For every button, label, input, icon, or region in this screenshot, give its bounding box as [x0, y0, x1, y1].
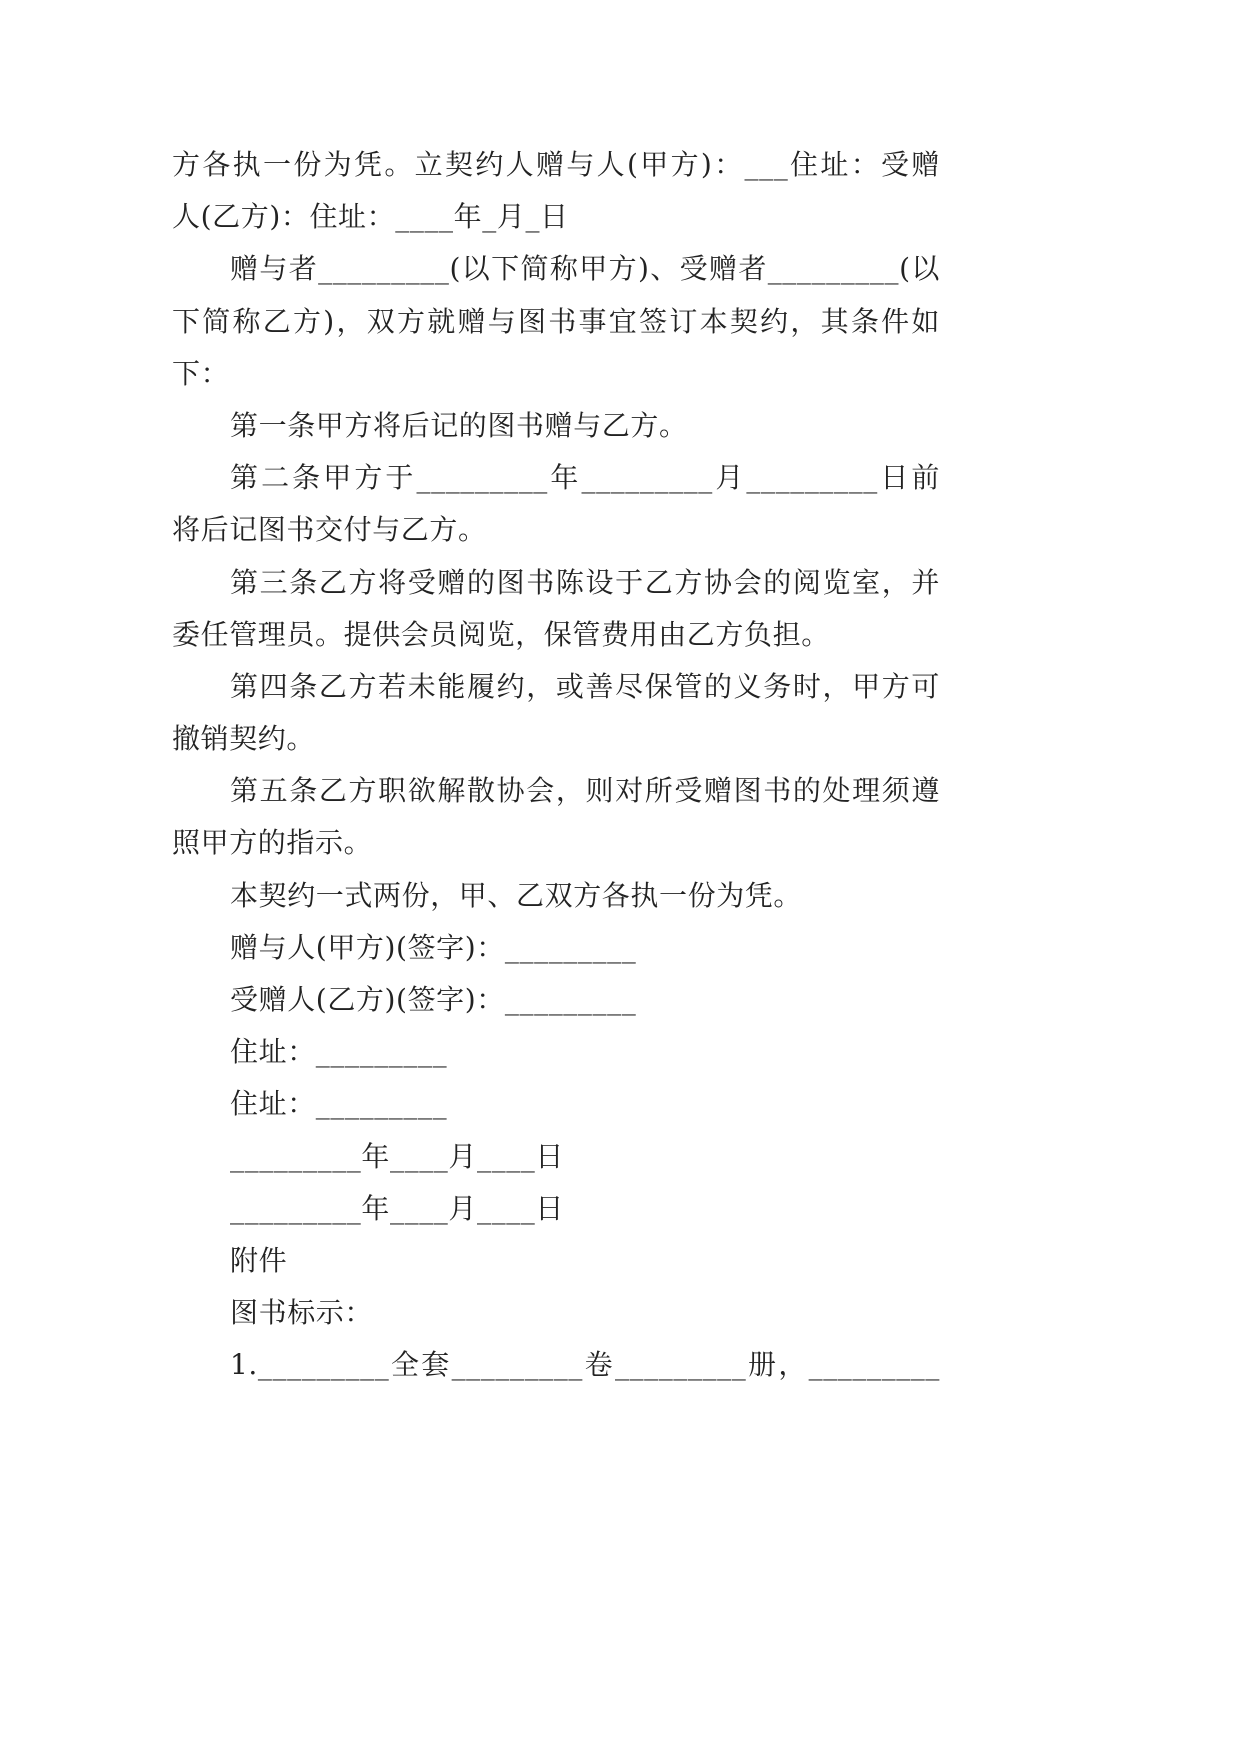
article-1 [172, 400, 940, 452]
appendix-subheading: 图书标示： [230, 1296, 374, 1330]
document-line: 第五条乙方职欲解散协会，则对所受赠图书的处理须遵 [230, 774, 940, 808]
document-line: 撤销契约。 [172, 722, 316, 756]
paragraph-continuation [172, 139, 940, 243]
document-line: 方各执一份为凭。立契约人赠与人(甲方)：___住址：受赠 [172, 148, 940, 181]
appendix-item: 1._________全套_________卷_________册，_________ [230, 1348, 940, 1382]
document-line: 第一条甲方将后记的图书赠与乙方。 [230, 408, 688, 442]
document-line: 将后记图书交付与乙方。 [172, 513, 487, 547]
document-line: 赠与者_________(以下简称甲方)、受赠者_________(以 [230, 252, 940, 286]
document-line: 第二条甲方于_________年_________月_________日前 [230, 461, 940, 495]
donor-signature-line: 赠与人(甲方)(签字)：_________ [230, 930, 637, 964]
article-3 [172, 557, 940, 661]
donor-address-line: 住址：_________ [230, 1035, 448, 1069]
document-line: 人(乙方)：住址：____年_月_日 [172, 200, 569, 234]
article-2 [172, 452, 940, 556]
signature-block [172, 922, 940, 1235]
document-line: 照甲方的指示。 [172, 826, 373, 860]
appendix-block [172, 1235, 940, 1392]
document-line: 下： [172, 356, 230, 390]
document-line: 第四条乙方若未能履约，或善尽保管的义务时，甲方可 [230, 669, 940, 703]
recipient-signature-line: 受赠人(乙方)(签字)：_________ [230, 983, 637, 1016]
document-body [172, 139, 940, 1392]
recipient-address-line: 住址：_________ [230, 1087, 448, 1121]
paragraph-intro [172, 243, 940, 400]
donor-date-line: _________年____月____日 [230, 1139, 565, 1173]
document-line: 委任管理员。提供会员阅览，保管费用由乙方负担。 [172, 617, 830, 651]
copies-clause [172, 870, 940, 922]
document-line: 下简称乙方)，双方就赠与图书事宜签订本契约，其条件如 [172, 304, 940, 338]
article-4 [172, 661, 940, 765]
article-5 [172, 765, 940, 869]
document-line: 本契约一式两份，甲、乙双方各执一份为凭。 [230, 878, 803, 912]
appendix-heading: 附件 [230, 1243, 288, 1277]
document-line: 第三条乙方将受赠的图书陈设于乙方协会的阅览室，并 [230, 565, 940, 599]
recipient-date-line: _________年____月____日 [230, 1191, 565, 1225]
